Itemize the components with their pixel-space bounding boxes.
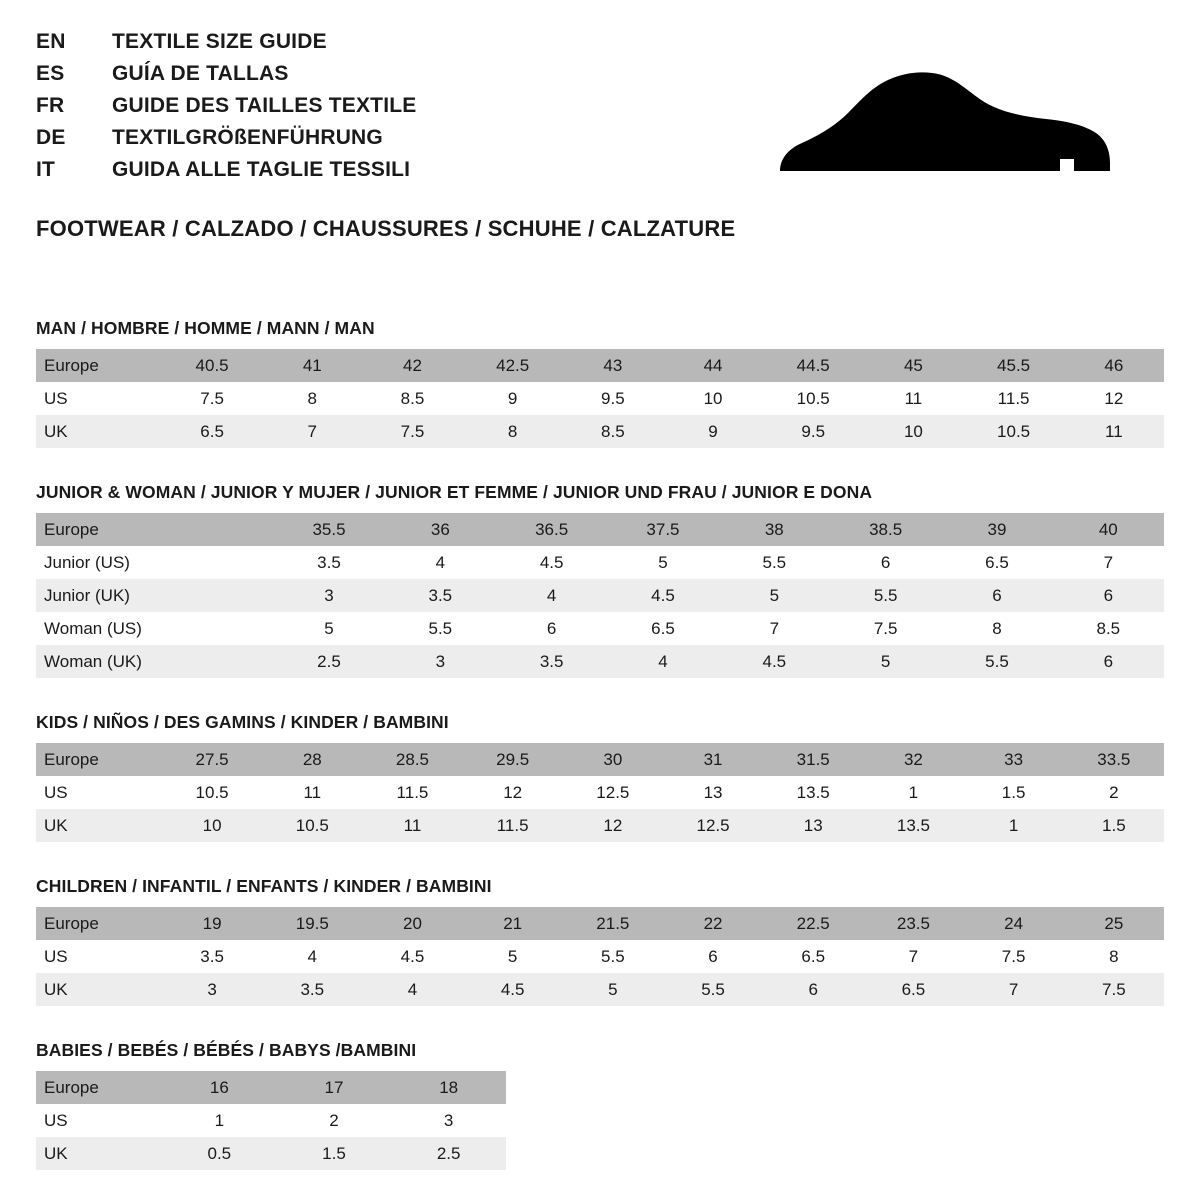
cell: 16 — [162, 1071, 277, 1104]
cell: 25 — [1064, 907, 1164, 940]
cell: 31.5 — [763, 743, 863, 776]
table-row — [36, 645, 1164, 678]
cell: 7.5 — [362, 415, 462, 448]
cell: 5.5 — [663, 973, 763, 1006]
cell: 7 — [1053, 546, 1164, 579]
language-title: GUIDA ALLE TAGLIE TESSILI — [112, 158, 411, 181]
language-code: ES — [36, 62, 65, 85]
cell: 7.5 — [830, 612, 941, 645]
row-label: US — [36, 1104, 162, 1137]
cell: 11.5 — [964, 382, 1064, 415]
cell: 5 — [463, 940, 563, 973]
size-table-children — [36, 907, 1164, 1006]
cell: 38 — [719, 513, 830, 546]
cell: 13.5 — [763, 776, 863, 809]
cell: 7.5 — [964, 940, 1064, 973]
cell: 4 — [607, 645, 718, 678]
cell: 13 — [763, 809, 863, 842]
cell: 18 — [391, 1071, 506, 1104]
table-row — [36, 907, 1164, 940]
cell: 3 — [162, 973, 262, 1006]
table-row — [36, 612, 1164, 645]
cell: 4.5 — [496, 546, 607, 579]
cell: 12 — [463, 776, 563, 809]
cell: 7 — [964, 973, 1064, 1006]
cell: 1.5 — [277, 1137, 392, 1170]
row-label: US — [36, 382, 162, 415]
language-code: FR — [36, 94, 65, 117]
cell: 44.5 — [763, 349, 863, 382]
cell: 4 — [262, 940, 362, 973]
table-row — [36, 1137, 506, 1170]
row-label: UK — [36, 415, 162, 448]
cell: 8 — [262, 382, 362, 415]
table-row — [36, 776, 1164, 809]
cell: 44 — [663, 349, 763, 382]
row-label: UK — [36, 973, 162, 1006]
cell: 40.5 — [162, 349, 262, 382]
row-label: Junior (UK) — [36, 579, 162, 612]
cell: 9 — [463, 382, 563, 415]
cell: 28 — [262, 743, 362, 776]
section-junior-woman — [36, 482, 1164, 678]
cell: 42 — [362, 349, 462, 382]
cell: 10 — [663, 382, 763, 415]
cell: 27.5 — [162, 743, 262, 776]
cell: 6 — [496, 612, 607, 645]
cell: 31 — [663, 743, 763, 776]
cell: 6 — [1053, 579, 1164, 612]
table-row — [36, 940, 1164, 973]
cell: 5.5 — [385, 612, 496, 645]
cell: 7 — [719, 612, 830, 645]
cell: 9 — [663, 415, 763, 448]
section-title: BABIES / BEBÉS / BÉBÉS / BABYS /BAMBINI — [36, 1040, 417, 1060]
cell: 5 — [563, 973, 663, 1006]
cell: 1 — [863, 776, 963, 809]
table-row — [36, 743, 1164, 776]
cell: 28.5 — [362, 743, 462, 776]
category-title: FOOTWEAR / CALZADO / CHAUSSURES / SCHUHE / CALZATURE — [36, 216, 736, 241]
row-label: Europe — [36, 513, 162, 546]
language-code: IT — [36, 158, 56, 181]
cell: 12.5 — [663, 809, 763, 842]
language-title: GUIDE DES TAILLES TEXTILE — [112, 94, 417, 117]
cell: 32 — [863, 743, 963, 776]
cell: 10 — [162, 809, 262, 842]
cell: 3 — [391, 1104, 506, 1137]
cell: 5.5 — [941, 645, 1052, 678]
row-label: Europe — [36, 743, 162, 776]
cell: 6 — [663, 940, 763, 973]
table-row — [36, 1071, 506, 1104]
cell: 5 — [719, 579, 830, 612]
cell: 5.5 — [719, 546, 830, 579]
cell: 5.5 — [830, 579, 941, 612]
cell: 33.5 — [1064, 743, 1164, 776]
cell: 5.5 — [563, 940, 663, 973]
row-label: Woman (US) — [36, 612, 162, 645]
row-label: UK — [36, 809, 162, 842]
page-header — [36, 30, 1164, 198]
cell: 23.5 — [863, 907, 963, 940]
cell: 45.5 — [964, 349, 1064, 382]
cell: 3 — [385, 645, 496, 678]
cell: 11 — [262, 776, 362, 809]
language-row — [36, 94, 416, 126]
section-kids — [36, 712, 1164, 842]
cell: 3.5 — [385, 579, 496, 612]
cell: 36.5 — [496, 513, 607, 546]
language-row — [36, 158, 416, 190]
cell: 0.5 — [162, 1137, 277, 1170]
table-row — [36, 1104, 506, 1137]
cell: 7.5 — [1064, 973, 1164, 1006]
cell: 3.5 — [162, 940, 262, 973]
cell: 3.5 — [262, 973, 362, 1006]
cell: 20 — [362, 907, 462, 940]
cell: 6 — [941, 579, 1052, 612]
row-label: UK — [36, 1137, 162, 1170]
cell: 11 — [1064, 415, 1164, 448]
cell: 11.5 — [362, 776, 462, 809]
cell: 8.5 — [563, 415, 663, 448]
size-table-man — [36, 349, 1164, 448]
section-man — [36, 318, 1164, 448]
cell: 1 — [162, 1104, 277, 1137]
row-label: US — [36, 776, 162, 809]
cell: 13 — [663, 776, 763, 809]
section-title: JUNIOR & WOMAN / JUNIOR Y MUJER / JUNIOR ET FEMME / JUNIOR UND FRAU / JUNIOR E DONA — [36, 482, 873, 502]
table-row — [36, 973, 1164, 1006]
cell: 6.5 — [162, 415, 262, 448]
cell: 2.5 — [273, 645, 384, 678]
cell: 21.5 — [563, 907, 663, 940]
language-title-list — [36, 30, 416, 190]
cell: 4 — [362, 973, 462, 1006]
cell — [162, 546, 273, 579]
language-title: TEXTILGRÖßENFÜHRUNG — [112, 126, 383, 149]
cell — [162, 612, 273, 645]
cell: 7 — [863, 940, 963, 973]
cell: 10.5 — [162, 776, 262, 809]
cell: 6 — [830, 546, 941, 579]
cell: 1.5 — [964, 776, 1064, 809]
cell: 8 — [1064, 940, 1164, 973]
cell: 22.5 — [763, 907, 863, 940]
row-label: US — [36, 940, 162, 973]
cell: 13.5 — [863, 809, 963, 842]
dress-shoe-icon — [764, 48, 1124, 198]
table-row — [36, 809, 1164, 842]
cell: 11.5 — [463, 809, 563, 842]
cell: 7.5 — [162, 382, 262, 415]
cell: 29.5 — [463, 743, 563, 776]
cell: 37.5 — [607, 513, 718, 546]
cell: 40 — [1053, 513, 1164, 546]
cell: 6 — [763, 973, 863, 1006]
section-children — [36, 876, 1164, 1006]
cell: 45 — [863, 349, 963, 382]
cell: 2.5 — [391, 1137, 506, 1170]
cell: 4 — [496, 579, 607, 612]
cell: 6.5 — [607, 612, 718, 645]
size-table-junior-woman — [36, 513, 1164, 678]
cell: 22 — [663, 907, 763, 940]
cell: 11 — [362, 809, 462, 842]
cell: 8.5 — [1053, 612, 1164, 645]
cell: 5 — [607, 546, 718, 579]
language-title: TEXTILE SIZE GUIDE — [112, 30, 327, 53]
cell: 6.5 — [941, 546, 1052, 579]
row-label: Woman (UK) — [36, 645, 162, 678]
cell: 4.5 — [463, 973, 563, 1006]
table-row — [36, 546, 1164, 579]
cell: 3.5 — [496, 645, 607, 678]
size-table-babies — [36, 1071, 506, 1170]
cell: 17 — [277, 1071, 392, 1104]
cell: 12.5 — [563, 776, 663, 809]
cell: 24 — [964, 907, 1064, 940]
section-title: MAN / HOMBRE / HOMME / MANN / MAN — [36, 318, 375, 338]
cell: 5 — [830, 645, 941, 678]
cell: 9.5 — [763, 415, 863, 448]
cell: 6.5 — [863, 973, 963, 1006]
cell: 35.5 — [273, 513, 384, 546]
cell: 1 — [964, 809, 1064, 842]
cell: 41 — [262, 349, 362, 382]
table-row — [36, 382, 1164, 415]
section-title: CHILDREN / INFANTIL / ENFANTS / KINDER / BAMBINI — [36, 876, 492, 896]
cell: 10.5 — [262, 809, 362, 842]
table-row — [36, 415, 1164, 448]
cell: 6.5 — [763, 940, 863, 973]
cell: 4.5 — [719, 645, 830, 678]
table-row — [36, 579, 1164, 612]
cell — [162, 645, 273, 678]
language-row — [36, 126, 416, 158]
cell — [162, 579, 273, 612]
cell: 9.5 — [563, 382, 663, 415]
cell: 12 — [1064, 382, 1164, 415]
language-code: EN — [36, 30, 66, 53]
cell: 39 — [941, 513, 1052, 546]
cell: 1.5 — [1064, 809, 1164, 842]
cell — [162, 513, 273, 546]
language-title: GUÍA DE TALLAS — [112, 62, 289, 85]
cell: 4.5 — [607, 579, 718, 612]
cell: 8.5 — [362, 382, 462, 415]
table-row — [36, 349, 1164, 382]
cell: 8 — [941, 612, 1052, 645]
cell: 19 — [162, 907, 262, 940]
cell: 2 — [1064, 776, 1164, 809]
cell: 10.5 — [763, 382, 863, 415]
cell: 43 — [563, 349, 663, 382]
cell: 7 — [262, 415, 362, 448]
row-label: Europe — [36, 349, 162, 382]
cell: 38.5 — [830, 513, 941, 546]
cell: 46 — [1064, 349, 1164, 382]
cell: 4 — [385, 546, 496, 579]
cell: 36 — [385, 513, 496, 546]
cell: 42.5 — [463, 349, 563, 382]
cell: 4.5 — [362, 940, 462, 973]
cell: 5 — [273, 612, 384, 645]
row-label: Junior (US) — [36, 546, 162, 579]
table-row — [36, 513, 1164, 546]
cell: 12 — [563, 809, 663, 842]
cell: 19.5 — [262, 907, 362, 940]
cell: 2 — [277, 1104, 392, 1137]
cell: 10 — [863, 415, 963, 448]
cell: 33 — [964, 743, 1064, 776]
cell: 8 — [463, 415, 563, 448]
cell: 30 — [563, 743, 663, 776]
cell: 3 — [273, 579, 384, 612]
language-row — [36, 62, 416, 94]
cell: 21 — [463, 907, 563, 940]
row-label: Europe — [36, 907, 162, 940]
cell: 10.5 — [964, 415, 1064, 448]
section-babies — [36, 1040, 1164, 1170]
cell: 11 — [863, 382, 963, 415]
section-title: KIDS / NIÑOS / DES GAMINS / KINDER / BAMBINI — [36, 712, 449, 732]
cell: 3.5 — [273, 546, 384, 579]
language-code: DE — [36, 126, 66, 149]
language-row — [36, 30, 416, 62]
row-label: Europe — [36, 1071, 162, 1104]
cell: 6 — [1053, 645, 1164, 678]
size-table-kids — [36, 743, 1164, 842]
